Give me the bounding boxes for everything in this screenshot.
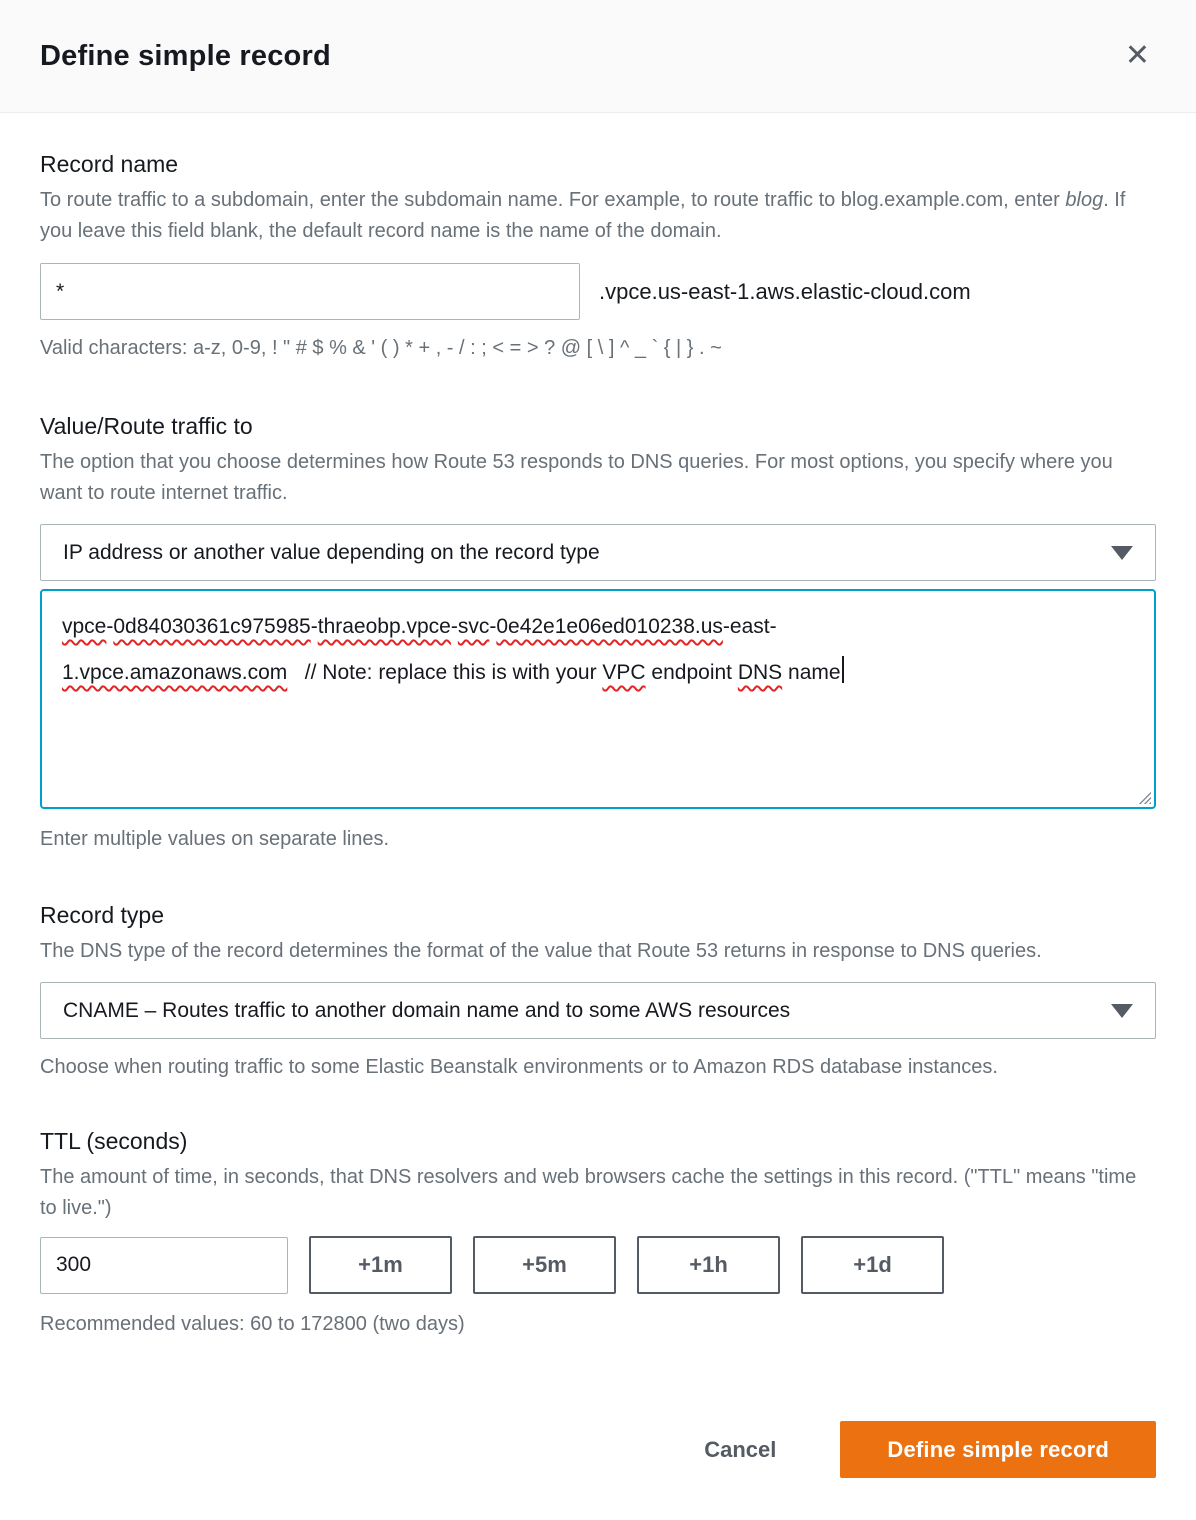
value-route-section	[40, 413, 1156, 854]
value-route-select-value: IP address or another value depending on the record type	[63, 540, 600, 564]
ttl-plus-1h-button[interactable]: +1h	[637, 1236, 780, 1294]
record-name-input-row	[40, 263, 1156, 320]
ttl-controls-row	[40, 1236, 1156, 1294]
chevron-down-icon	[1111, 546, 1133, 560]
dialog-header	[0, 0, 1196, 113]
domain-suffix: .vpce.us-east-1.aws.elastic-cloud.com	[599, 278, 971, 304]
record-type-select-description: Choose when routing traffic to some Elastic Beanstalk environments or to Amazon RDS database instances.	[40, 1056, 998, 1078]
ttl-plus-1d-button[interactable]: +1d	[801, 1236, 944, 1294]
record-type-label: Record type	[40, 902, 165, 928]
record-name-input[interactable]	[40, 263, 580, 320]
record-type-select-value: CNAME – Routes traffic to another domain name and to some AWS resources	[63, 998, 791, 1022]
define-simple-record-button[interactable]: Define simple record	[840, 1421, 1156, 1478]
cancel-button[interactable]: Cancel	[704, 1436, 777, 1462]
ttl-description: The amount of time, in seconds, that DNS resolvers and web browsers cache the settings in this record. ("TTL" means "time to live.")	[40, 1166, 1137, 1219]
record-name-section	[40, 151, 1156, 363]
value-route-label: Value/Route traffic to	[40, 413, 253, 439]
value-route-select[interactable]	[40, 524, 1156, 581]
ttl-hint: Recommended values: 60 to 172800 (two days)	[40, 1313, 465, 1335]
value-route-hint: Enter multiple values on separate lines.	[40, 828, 390, 850]
close-button[interactable]	[1121, 37, 1154, 75]
close-icon: ✕	[1124, 39, 1150, 72]
ttl-plus-5m-button[interactable]: +5m	[473, 1236, 616, 1294]
value-textarea[interactable]	[40, 589, 1156, 809]
dialog-footer	[0, 1421, 1196, 1520]
dialog-body	[0, 113, 1196, 1421]
record-name-label: Record name	[40, 151, 179, 177]
value-textarea-content: vpce-0d84030361c975985-thraeobp.vpce-svc-0e42e1e06ed010238.us-east- 1.vpce.amazonaws.com // Note: replace this is with your VPC endpoint DNS name	[62, 604, 1134, 696]
ttl-plus-1m-button[interactable]: +1m	[309, 1236, 452, 1294]
dialog-title: Define simple record	[40, 39, 331, 72]
resize-handle-icon[interactable]	[1136, 789, 1151, 804]
record-type-select[interactable]	[40, 982, 1156, 1039]
record-name-constraint: Valid characters: a-z, 0-9, ! " # $ % & ' ( ) * + , - / : ; < = > ? @ [ \ ] ^ _ ` { | } . ~	[40, 337, 722, 359]
record-name-description: To route traffic to a subdomain, enter the subdomain name. For example, to route traffic to blog.example.com, enter blog. If you leave this field blank, the default record name is the name of the domain.	[40, 189, 1126, 242]
value-route-description: The option that you choose determines how Route 53 responds to DNS queries. For most options, you specify where you want to route internet traffic.	[40, 451, 1113, 504]
record-type-section	[40, 902, 1156, 1082]
ttl-section	[40, 1128, 1156, 1339]
ttl-input[interactable]	[40, 1237, 288, 1294]
record-name-description-italic: blog	[1065, 189, 1104, 211]
chevron-down-icon	[1111, 1004, 1133, 1018]
record-type-description: The DNS type of the record determines the format of the value that Route 53 returns in response to DNS queries.	[40, 940, 1042, 962]
ttl-label: TTL (seconds)	[40, 1128, 188, 1154]
